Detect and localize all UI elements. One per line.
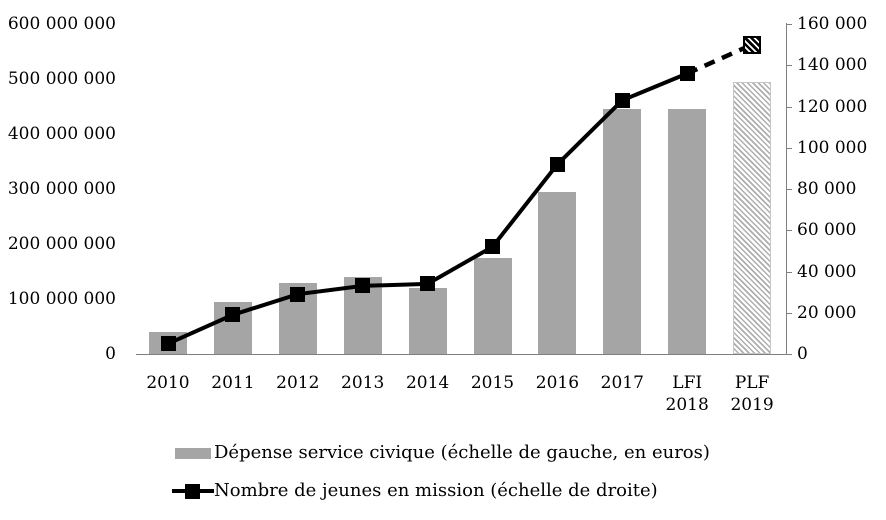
line-marker	[485, 239, 500, 254]
y-axis-right-tick-label: 40 000	[797, 261, 857, 282]
y-axis-left-tick-label: 500 000 000	[7, 69, 116, 89]
line-marker	[550, 157, 565, 172]
y-axis-right-tick-label: 140 000	[797, 55, 868, 76]
legend-bar-swatch	[175, 448, 211, 459]
x-axis-category-label: LFI 2018	[665, 373, 709, 415]
y-axis-left-tick-label: 200 000 000	[7, 234, 116, 254]
y-axis-right-tick-label: 120 000	[797, 96, 868, 117]
line-marker	[420, 276, 435, 291]
y-axis-left-tick-label: 600 000 000	[7, 14, 116, 34]
y-axis-right-tick-label: 60 000	[797, 220, 857, 241]
line-solid-segment	[168, 74, 687, 344]
x-axis-category-label: PLF 2019	[730, 373, 774, 415]
y-axis-right-tick-label: 0	[797, 344, 808, 364]
line-marker	[680, 66, 695, 81]
line-marker	[290, 287, 305, 302]
x-axis-category-label: 2013	[341, 373, 385, 393]
legend-line-marker-swatch	[185, 484, 200, 499]
line-marker	[355, 278, 370, 293]
y-axis-right-tick-label: 80 000	[797, 179, 857, 199]
legend-bar-label: Dépense service civique (échelle de gauche, en euros)	[214, 442, 710, 463]
line-marker	[161, 336, 176, 351]
x-axis-category-label: 2012	[276, 373, 320, 393]
x-axis-category-label: 2014	[405, 373, 450, 393]
line-marker	[615, 93, 630, 108]
x-axis-category-label: 2016	[535, 373, 580, 393]
line-marker	[225, 307, 240, 322]
legend-line-label: Nombre de jeunes en mission (échelle de droite)	[214, 480, 658, 501]
x-axis-category-label: 2010	[146, 373, 190, 393]
y-axis-left-tick-label: 400 000 000	[7, 124, 116, 144]
x-axis-category-label: 2015	[470, 373, 515, 393]
y-axis-left-tick-label: 300 000 000	[7, 179, 116, 199]
y-axis-right-tick-label: 160 000	[797, 14, 868, 34]
line-marker-hatched	[743, 36, 761, 54]
y-axis-right-tick-label: 20 000	[797, 302, 857, 323]
y-axis-left-tick-label: 0	[105, 344, 116, 364]
x-axis-category-label: 2011	[211, 373, 255, 393]
y-axis-left-tick-label: 100 000 000	[7, 289, 116, 309]
y-axis-right-tick-label: 100 000	[797, 137, 868, 158]
x-axis-category-label: 2017	[600, 373, 644, 393]
